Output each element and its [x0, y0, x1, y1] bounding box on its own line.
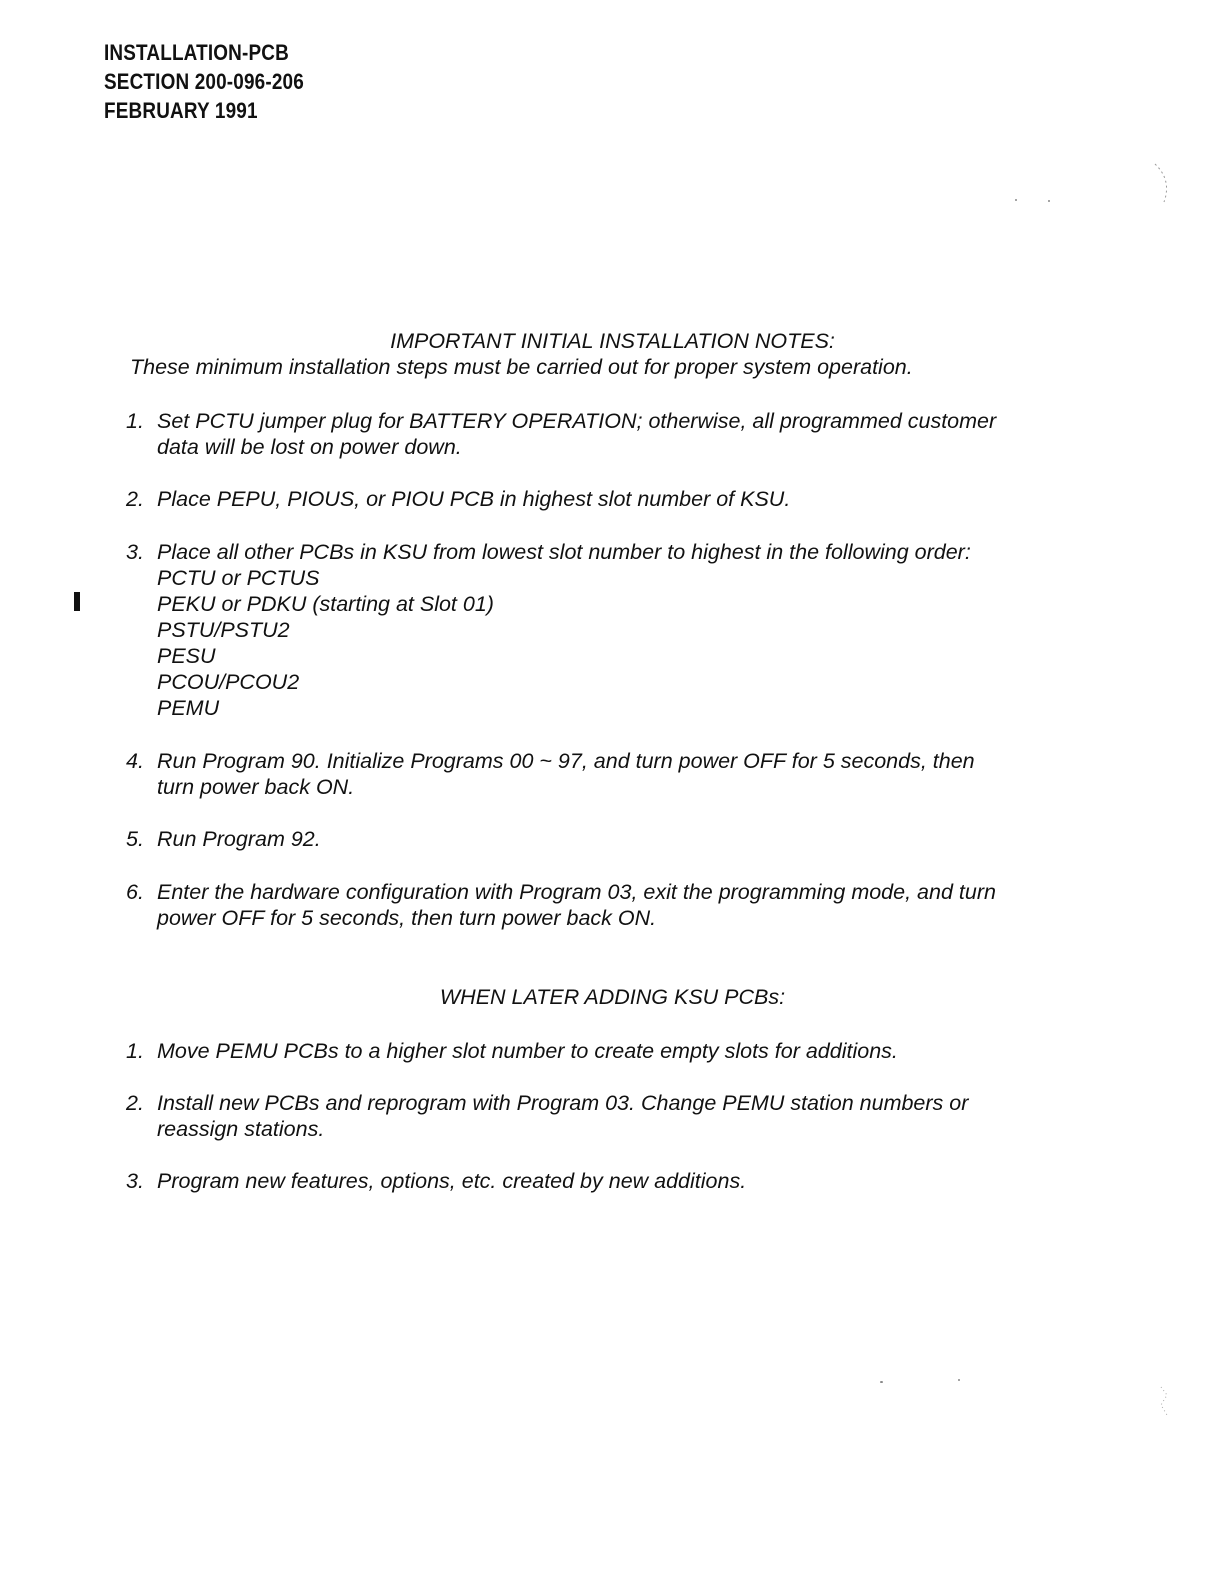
step-number: 3.: [126, 540, 144, 564]
step-text: Place PEPU, PIOUS, or PIOU PCB in highest slot number of KSU.: [157, 487, 791, 511]
important-step-6: [126, 879, 1086, 931]
step-number: 6.: [126, 880, 144, 904]
scan-speck: [880, 1381, 883, 1383]
step-text: data will be lost on power down.: [157, 435, 462, 459]
step-number: 2.: [126, 487, 144, 511]
scan-speck: [1048, 200, 1050, 202]
important-notes-title: IMPORTANT INITIAL INSTALLATION NOTES:: [390, 329, 835, 353]
revision-change-bar: [74, 592, 80, 611]
step-text: power OFF for 5 seconds, then turn power back ON.: [157, 906, 657, 930]
important-step-4: [126, 748, 1086, 800]
later-step-1: [126, 1038, 1086, 1064]
pcb-order-item: PCOU/PCOU2: [157, 670, 300, 694]
step-number: 4.: [126, 749, 144, 773]
step-text: turn power back ON.: [157, 775, 355, 799]
important-step-1: [126, 408, 1086, 460]
later-step-2: [126, 1090, 1086, 1142]
important-step-3: [126, 539, 1086, 721]
scan-speck: [1015, 199, 1017, 201]
header-date: FEBRUARY 1991: [104, 98, 258, 123]
step-text: Run Program 92.: [157, 827, 321, 851]
scan-speck: [958, 1379, 960, 1381]
document-header: [104, 38, 304, 125]
step-number: 1.: [126, 409, 144, 433]
step-number: 2.: [126, 1091, 144, 1115]
pcb-order-item: PESU: [157, 644, 216, 668]
important-step-2: [126, 486, 1086, 512]
scan-artifact-dots: [1155, 1385, 1175, 1425]
step-text: Move PEMU PCBs to a higher slot number to create empty slots for additions.: [157, 1039, 898, 1063]
step-text: Install new PCBs and reprogram with Program 03. Change PEMU station numbers or: [157, 1091, 969, 1115]
pcb-order-item: PEMU: [157, 696, 220, 720]
pcb-order-item: PCTU or PCTUS: [157, 566, 320, 590]
step-text: Place all other PCBs in KSU from lowest slot number to highest in the following order:: [157, 540, 971, 564]
later-adding-title: WHEN LATER ADDING KSU PCBs:: [439, 985, 786, 1009]
header-section: SECTION 200-096-206: [104, 69, 304, 94]
scan-artifact-arc: [1150, 160, 1180, 210]
step-number: 3.: [126, 1169, 144, 1193]
header-title: INSTALLATION-PCB: [104, 40, 289, 65]
step-number: 1.: [126, 1039, 144, 1063]
pcb-order-item: PSTU/PSTU2: [157, 618, 290, 642]
step-text: Program new features, options, etc. created by new additions.: [157, 1169, 747, 1193]
step-text: reassign stations.: [157, 1117, 325, 1141]
important-step-5: [126, 826, 1086, 852]
pcb-order-item: PEKU or PDKU (starting at Slot 01): [157, 592, 494, 616]
step-text: Run Program 90. Initialize Programs 00 ~ 97, and turn power OFF for 5 seconds, then: [157, 749, 975, 773]
important-notes-intro: These minimum installation steps must be carried out for proper system operation.: [130, 355, 913, 379]
step-text: Set PCTU jumper plug for BATTERY OPERATION; otherwise, all programmed customer: [157, 409, 997, 433]
later-step-3: [126, 1168, 1086, 1194]
step-text: Enter the hardware configuration with Program 03, exit the programming mode, and turn: [157, 880, 996, 904]
step-number: 5.: [126, 827, 144, 851]
